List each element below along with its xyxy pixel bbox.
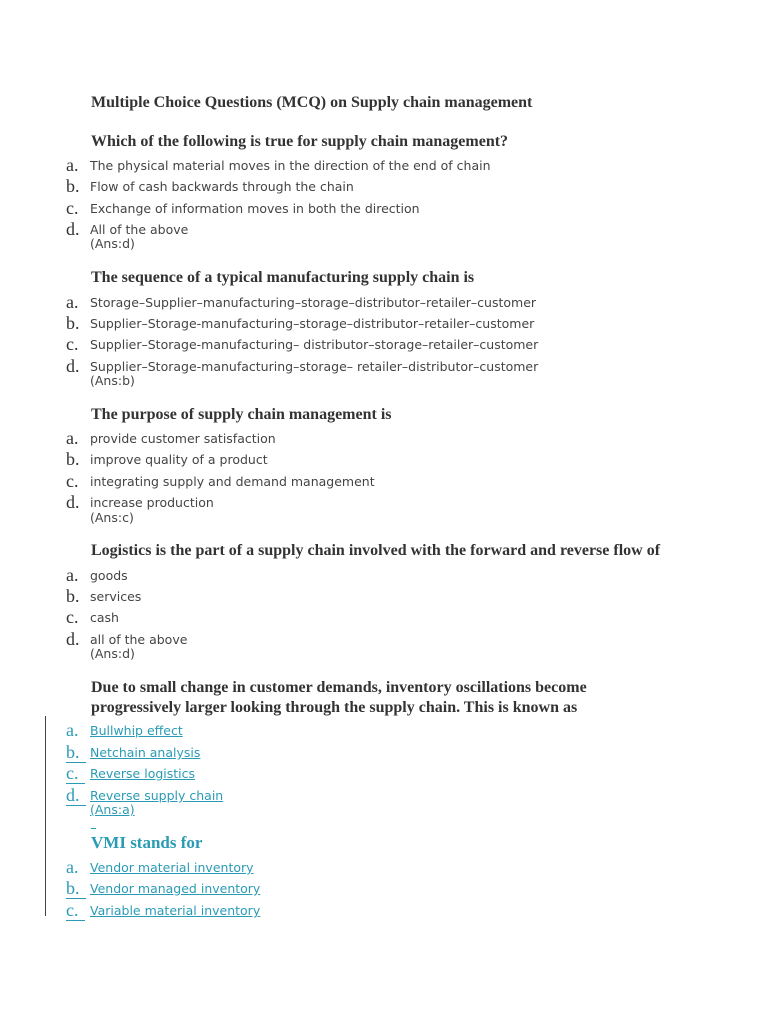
link-underline-fragment <box>91 828 96 829</box>
question-1: Which of the following is true for supply chain management? <box>91 133 509 150</box>
question-3: The purpose of supply chain management is <box>91 406 392 423</box>
document-page: Multiple Choice Questions (MCQ) on Supply chain management Which of the following is true for supply chain management? a. The physical material moves in the direction of the end of chain b. Flow of cash backwards through the chain c. Exchange of information moves in both the direction d. All of the above (Ans:d) The sequence of a typical manufacturing supply chain is a. Storage–Supplier–manufacturing–storage–distributor–retailer–customer b. Supplier–Storage-manufacturing–storage–distributor–retailer–customer c. Supplier–Storage-manufacturing– distributor–storage–retailer–customer d. Supplier–Storage-manufacturing–storage– retailer–distributor–customer (Ans:b) The purpose of supply chain management is a. provide customer satisfaction b. improve quality of a product c. integrating supply and demand management d. increase production (Ans:c) Logistics is the part of a supply chain involved with the forward and reverse flow of a. goods b. services c. cash d. all of the above (Ans:d) Due to small change in customer demands, inventory oscillations become progressively larger looking through the supply chain. This is known as a. Bullwhip effect b. Netchain analysis c. Reverse logistics d. Reverse supply chain (Ans:a) VMI stands for a. Vendor material inventory b. Vendor managed inventory c. Variable material inventory <box>0 0 768 1024</box>
page-title: Multiple Choice Questions (MCQ) on Supply chain management <box>91 94 533 111</box>
question-5-line-2: progressively larger looking through the supply chain. This is known as <box>91 699 578 716</box>
question-2: The sequence of a typical manufacturing supply chain is <box>91 269 475 286</box>
q3-answer: (Ans:c) <box>90 510 134 525</box>
margin-change-bar <box>45 716 46 916</box>
question-6[interactable]: VMI stands for <box>91 833 203 852</box>
q5-answer[interactable]: (Ans:a) <box>90 802 135 817</box>
q2-answer: (Ans:b) <box>90 373 135 388</box>
question-5-line-1: Due to small change in customer demands, inventory oscillations become <box>91 679 587 696</box>
question-4: Logistics is the part of a supply chain involved with the forward and reverse flow of <box>91 542 661 559</box>
q1-answer: (Ans:d) <box>90 236 135 251</box>
q4-answer: (Ans:d) <box>90 646 135 661</box>
